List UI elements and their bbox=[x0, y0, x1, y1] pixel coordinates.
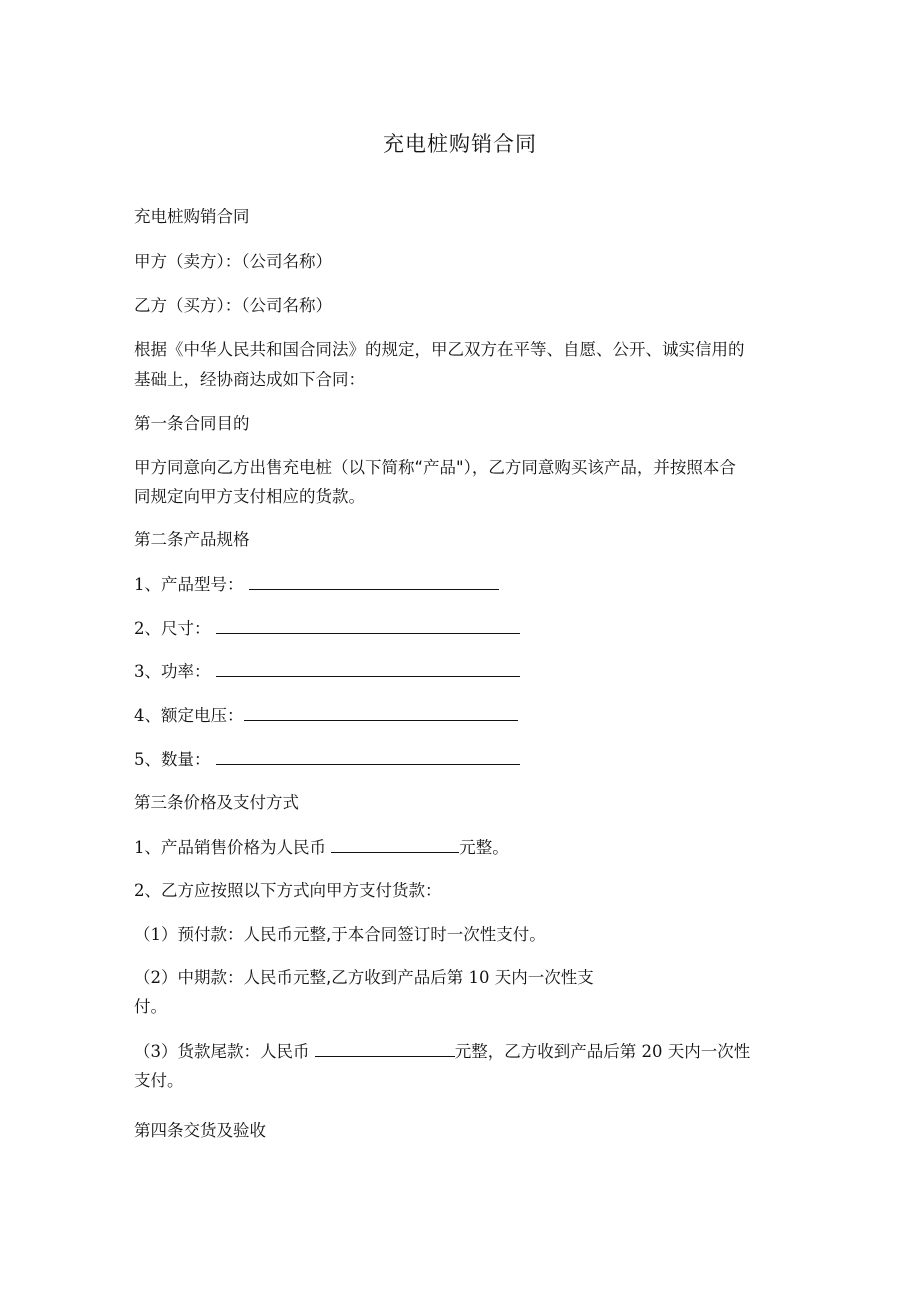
party-a: 甲方（卖方）：（公司名称） bbox=[134, 252, 332, 271]
final-text-mid: 元整，乙方收到产品后第 bbox=[454, 1042, 637, 1061]
blank-line[interactable] bbox=[331, 838, 459, 853]
party-b: 乙方（买方）：（公司名称） bbox=[134, 296, 332, 315]
spec-item-power bbox=[134, 662, 520, 682]
spec-item-quantity bbox=[134, 750, 520, 770]
sub-item-number: （3） bbox=[134, 1042, 178, 1061]
article-4-title: 第四条交货及验收 bbox=[134, 1121, 266, 1140]
article-2-title: 第二条产品规格 bbox=[134, 530, 250, 549]
final-text: 货款尾款：人民币 bbox=[177, 1042, 310, 1061]
blank-line[interactable] bbox=[244, 706, 518, 721]
item-number: 2、 bbox=[134, 881, 161, 900]
payment-final bbox=[134, 1042, 750, 1062]
advance-text: 预付款：人民币元整,于本合同签订时一次性支付。 bbox=[177, 925, 546, 944]
spec-number: 1、 bbox=[134, 575, 161, 594]
final-text-end: 天内一次性 bbox=[667, 1042, 751, 1061]
article-1-title: 第一条合同目的 bbox=[134, 414, 250, 433]
spec-number: 3、 bbox=[134, 662, 161, 681]
spec-item-voltage bbox=[134, 706, 518, 726]
article-1-line-1: 甲方同意向乙方出售充电桩（以下简称“产品"），乙方同意购买该产品，并按照本合 bbox=[134, 458, 736, 477]
payment-item-2 bbox=[134, 881, 442, 901]
spec-number: 2、 bbox=[134, 619, 161, 638]
spec-label: 功率： bbox=[161, 662, 211, 681]
spec-label: 尺寸： bbox=[161, 619, 211, 638]
price-label: 产品销售价格为人民币 bbox=[161, 838, 326, 857]
payment-final-cont: 支付。 bbox=[134, 1071, 184, 1090]
blank-line[interactable] bbox=[249, 575, 499, 590]
blank-line[interactable] bbox=[216, 662, 520, 677]
payment-item-1 bbox=[134, 838, 509, 858]
document-title: 充电桩购销合同 bbox=[383, 132, 537, 156]
spec-label: 数量： bbox=[161, 750, 211, 769]
intro-line-2: 基础上，经协商达成如下合同： bbox=[134, 370, 365, 389]
sub-item-number: （2） bbox=[134, 968, 178, 987]
article-1-line-2: 同规定向甲方支付相应的货款。 bbox=[134, 487, 365, 506]
sub-item-number: （1） bbox=[134, 925, 178, 944]
item-number: 1、 bbox=[134, 838, 161, 857]
blank-line[interactable] bbox=[216, 750, 520, 765]
article-3-title: 第三条价格及支付方式 bbox=[134, 793, 299, 812]
spec-item-model bbox=[134, 575, 499, 595]
blank-line[interactable] bbox=[216, 619, 520, 634]
final-days: 20 bbox=[641, 1042, 663, 1061]
intro-line-1: 根据《中华人民共和国合同法》的规定，甲乙双方在平等、自愿、公开、诚实信用的 bbox=[134, 340, 745, 359]
interim-text: 中期款：人民币元整,乙方收到产品后第 bbox=[177, 968, 464, 987]
spec-number: 5、 bbox=[134, 750, 161, 769]
interim-text-end: 天内一次性支 bbox=[494, 968, 594, 987]
spec-label: 产品型号： bbox=[161, 575, 244, 594]
spec-number: 4、 bbox=[134, 706, 161, 725]
payment-interim bbox=[134, 968, 594, 988]
interim-days: 10 bbox=[468, 968, 490, 987]
payment-method-text: 乙方应按照以下方式向甲方支付货款： bbox=[161, 881, 442, 900]
spec-item-size bbox=[134, 619, 520, 639]
price-suffix: 元整。 bbox=[459, 838, 509, 857]
contract-heading: 充电桩购销合同 bbox=[134, 207, 250, 226]
spec-label: 额定电压： bbox=[161, 706, 244, 725]
blank-line[interactable] bbox=[315, 1042, 455, 1057]
payment-interim-cont: 付。 bbox=[134, 997, 167, 1016]
payment-advance bbox=[134, 925, 546, 945]
